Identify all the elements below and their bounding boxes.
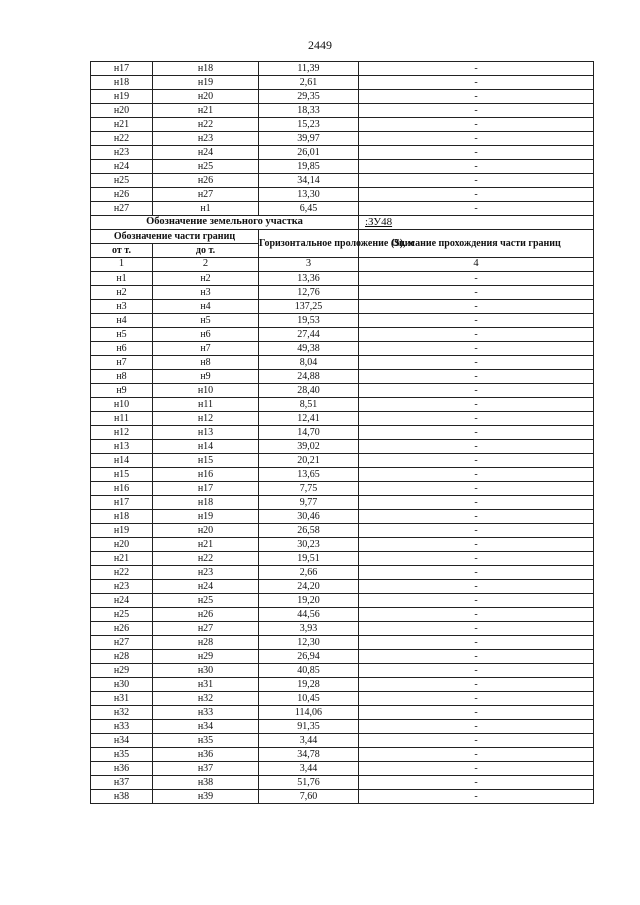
description: - <box>359 342 594 356</box>
horizontal-length: 24,88 <box>259 370 359 384</box>
description: - <box>359 538 594 552</box>
description: - <box>359 328 594 342</box>
from-point: н11 <box>91 412 153 426</box>
to-point: н23 <box>153 566 259 580</box>
from-point: н16 <box>91 482 153 496</box>
from-point: н36 <box>91 762 153 776</box>
to-point: н8 <box>153 356 259 370</box>
from-point-header: от т. <box>91 244 153 258</box>
from-point: н37 <box>91 776 153 790</box>
from-point: н38 <box>91 790 153 804</box>
from-point: н8 <box>91 370 153 384</box>
from-point: н25 <box>91 608 153 622</box>
table-row <box>91 454 594 468</box>
table-row <box>91 566 594 580</box>
table-row <box>91 650 594 664</box>
to-point: н19 <box>153 510 259 524</box>
to-point: н22 <box>153 552 259 566</box>
table-row <box>91 426 594 440</box>
to-point: н7 <box>153 342 259 356</box>
description: - <box>359 776 594 790</box>
table-row <box>91 720 594 734</box>
parcel-rows <box>91 272 594 804</box>
horizontal-length: 20,21 <box>259 454 359 468</box>
horizontal-length: 15,23 <box>259 118 359 132</box>
parcel-code: :ЗУ48 <box>359 216 594 230</box>
to-point: н28 <box>153 636 259 650</box>
to-point: н20 <box>153 524 259 538</box>
from-point: н5 <box>91 328 153 342</box>
description: - <box>359 202 594 216</box>
to-point: н19 <box>153 76 259 90</box>
table-row <box>91 538 594 552</box>
from-point: н2 <box>91 286 153 300</box>
horizontal-length: 19,53 <box>259 314 359 328</box>
description: - <box>359 622 594 636</box>
horizontal-length: 26,94 <box>259 650 359 664</box>
horizontal-length: 34,78 <box>259 748 359 762</box>
horizontal-length: 2,61 <box>259 76 359 90</box>
horizontal-length: 44,56 <box>259 608 359 622</box>
horizontal-length: 114,06 <box>259 706 359 720</box>
to-point: н25 <box>153 594 259 608</box>
to-point: н33 <box>153 706 259 720</box>
column-number: 1 <box>91 258 153 272</box>
description: - <box>359 608 594 622</box>
to-point: н12 <box>153 412 259 426</box>
table-row <box>91 132 594 146</box>
column-number: 2 <box>153 258 259 272</box>
description: - <box>359 118 594 132</box>
to-point: н10 <box>153 384 259 398</box>
from-point: н29 <box>91 664 153 678</box>
from-point: н19 <box>91 90 153 104</box>
column-numbers-row <box>91 258 594 272</box>
to-point: н14 <box>153 440 259 454</box>
horizontal-length: 34,14 <box>259 174 359 188</box>
to-point: н25 <box>153 160 259 174</box>
from-point: н19 <box>91 524 153 538</box>
horizontal-length: 7,60 <box>259 790 359 804</box>
from-point: н12 <box>91 426 153 440</box>
description: - <box>359 692 594 706</box>
to-point: н24 <box>153 580 259 594</box>
description: - <box>359 384 594 398</box>
horizontal-length: 3,44 <box>259 734 359 748</box>
from-point: н9 <box>91 384 153 398</box>
horizontal-length: 39,02 <box>259 440 359 454</box>
to-point: н27 <box>153 622 259 636</box>
table-row <box>91 664 594 678</box>
description: - <box>359 734 594 748</box>
description: - <box>359 412 594 426</box>
horizontal-length: 19,28 <box>259 678 359 692</box>
horizontal-length: 3,44 <box>259 762 359 776</box>
from-point: н23 <box>91 146 153 160</box>
from-point: н26 <box>91 188 153 202</box>
table-row <box>91 356 594 370</box>
table-row <box>91 678 594 692</box>
description: - <box>359 104 594 118</box>
table-row <box>91 580 594 594</box>
table-row <box>91 188 594 202</box>
to-point: н29 <box>153 650 259 664</box>
table-row <box>91 706 594 720</box>
table-row <box>91 748 594 762</box>
from-point: н22 <box>91 132 153 146</box>
from-point: н17 <box>91 496 153 510</box>
horizontal-length: 13,36 <box>259 272 359 286</box>
to-point: н24 <box>153 146 259 160</box>
table-row <box>91 328 594 342</box>
table-row <box>91 398 594 412</box>
description: - <box>359 748 594 762</box>
table-row <box>91 692 594 706</box>
description: - <box>359 454 594 468</box>
description: - <box>359 174 594 188</box>
table-row <box>91 314 594 328</box>
from-point: н7 <box>91 356 153 370</box>
to-point: н26 <box>153 174 259 188</box>
from-point: н4 <box>91 314 153 328</box>
description: - <box>359 370 594 384</box>
to-point: н22 <box>153 118 259 132</box>
description: - <box>359 272 594 286</box>
description: - <box>359 188 594 202</box>
to-point: н38 <box>153 776 259 790</box>
horizontal-length: 26,58 <box>259 524 359 538</box>
table-row <box>91 174 594 188</box>
horizontal-length: 30,46 <box>259 510 359 524</box>
horizontal-length: 12,41 <box>259 412 359 426</box>
to-point: н26 <box>153 608 259 622</box>
horizontal-length: 3,93 <box>259 622 359 636</box>
to-point: н18 <box>153 496 259 510</box>
table-row <box>91 76 594 90</box>
from-point: н20 <box>91 104 153 118</box>
description: - <box>359 524 594 538</box>
part-designation-header: Обозначение части границ <box>91 230 259 244</box>
table-row <box>91 412 594 426</box>
horizontal-length: 40,85 <box>259 664 359 678</box>
horizontal-length: 8,04 <box>259 356 359 370</box>
description: - <box>359 356 594 370</box>
table-row <box>91 104 594 118</box>
column-number: 4 <box>359 258 594 272</box>
horizontal-length: 19,85 <box>259 160 359 174</box>
description: - <box>359 678 594 692</box>
description: - <box>359 636 594 650</box>
horizontal-length: 8,51 <box>259 398 359 412</box>
description: - <box>359 762 594 776</box>
from-point: н27 <box>91 636 153 650</box>
from-point: н17 <box>91 62 153 76</box>
horizontal-length: 51,76 <box>259 776 359 790</box>
from-point: н13 <box>91 440 153 454</box>
table-row <box>91 552 594 566</box>
to-point: н37 <box>153 762 259 776</box>
to-point: н9 <box>153 370 259 384</box>
table-row <box>91 468 594 482</box>
to-point: н16 <box>153 468 259 482</box>
from-point: н20 <box>91 538 153 552</box>
description: - <box>359 146 594 160</box>
to-point: н2 <box>153 272 259 286</box>
description: - <box>359 286 594 300</box>
horizontal-length: 19,51 <box>259 552 359 566</box>
to-point: н11 <box>153 398 259 412</box>
section-label: Обозначение земельного участка <box>91 216 359 230</box>
table-row <box>91 90 594 104</box>
description: - <box>359 650 594 664</box>
from-point: н21 <box>91 118 153 132</box>
from-point: н33 <box>91 720 153 734</box>
horizontal-length: 26,01 <box>259 146 359 160</box>
table-row <box>91 160 594 174</box>
horizontal-length: 2,66 <box>259 566 359 580</box>
to-point: н15 <box>153 454 259 468</box>
horizontal-length: 12,30 <box>259 636 359 650</box>
table-row <box>91 370 594 384</box>
to-point: н13 <box>153 426 259 440</box>
to-point: н39 <box>153 790 259 804</box>
from-point: н3 <box>91 300 153 314</box>
description: - <box>359 720 594 734</box>
from-point: н30 <box>91 678 153 692</box>
to-point-header: до т. <box>153 244 259 258</box>
to-point: н36 <box>153 748 259 762</box>
to-point: н18 <box>153 62 259 76</box>
horizontal-length: 12,76 <box>259 286 359 300</box>
boundary-table <box>90 61 594 804</box>
table-row <box>91 300 594 314</box>
table-row <box>91 762 594 776</box>
horizontal-length: 24,20 <box>259 580 359 594</box>
description: - <box>359 790 594 804</box>
description: - <box>359 706 594 720</box>
from-point: н23 <box>91 580 153 594</box>
table-row <box>91 496 594 510</box>
description: - <box>359 426 594 440</box>
from-point: н32 <box>91 706 153 720</box>
from-point: н35 <box>91 748 153 762</box>
table-row <box>91 118 594 132</box>
column-number: 3 <box>259 258 359 272</box>
horizontal-length: 27,44 <box>259 328 359 342</box>
description: - <box>359 552 594 566</box>
table-row <box>91 272 594 286</box>
header-row <box>91 230 594 244</box>
horizontal-length: 13,65 <box>259 468 359 482</box>
horizontal-length: 39,97 <box>259 132 359 146</box>
from-point: н27 <box>91 202 153 216</box>
table-row <box>91 734 594 748</box>
horizontal-length: 11,39 <box>259 62 359 76</box>
table-row <box>91 524 594 538</box>
to-point: н35 <box>153 734 259 748</box>
horizontal-length: 7,75 <box>259 482 359 496</box>
horizontal-length: 6,45 <box>259 202 359 216</box>
description: - <box>359 300 594 314</box>
length-header: Горизонтальное проложение (S), м <box>259 230 359 258</box>
from-point: н1 <box>91 272 153 286</box>
to-point: н1 <box>153 202 259 216</box>
table-row <box>91 510 594 524</box>
table-row <box>91 636 594 650</box>
from-point: н15 <box>91 468 153 482</box>
description: - <box>359 90 594 104</box>
description: - <box>359 398 594 412</box>
description: - <box>359 594 594 608</box>
table-row <box>91 776 594 790</box>
horizontal-length: 28,40 <box>259 384 359 398</box>
description: - <box>359 160 594 174</box>
table-row <box>91 608 594 622</box>
description: - <box>359 132 594 146</box>
from-point: н6 <box>91 342 153 356</box>
horizontal-length: 14,70 <box>259 426 359 440</box>
from-point: н26 <box>91 622 153 636</box>
parcel-header <box>91 216 594 272</box>
to-point: н5 <box>153 314 259 328</box>
from-point: н21 <box>91 552 153 566</box>
from-point: н18 <box>91 510 153 524</box>
to-point: н21 <box>153 538 259 552</box>
description: - <box>359 566 594 580</box>
from-point: н25 <box>91 174 153 188</box>
to-point: н6 <box>153 328 259 342</box>
from-point: н24 <box>91 594 153 608</box>
from-point: н34 <box>91 734 153 748</box>
to-point: н21 <box>153 104 259 118</box>
description: - <box>359 76 594 90</box>
description: - <box>359 664 594 678</box>
table-row <box>91 594 594 608</box>
from-point: н18 <box>91 76 153 90</box>
horizontal-length: 30,23 <box>259 538 359 552</box>
description: - <box>359 482 594 496</box>
from-point: н22 <box>91 566 153 580</box>
table-row <box>91 622 594 636</box>
from-point: н24 <box>91 160 153 174</box>
table-row <box>91 342 594 356</box>
table-row <box>91 482 594 496</box>
to-point: н31 <box>153 678 259 692</box>
horizontal-length: 9,77 <box>259 496 359 510</box>
to-point: н34 <box>153 720 259 734</box>
section-title-row <box>91 216 594 230</box>
from-point: н31 <box>91 692 153 706</box>
description: - <box>359 468 594 482</box>
description-header: Описание прохождения части границ <box>359 230 594 258</box>
horizontal-length: 18,33 <box>259 104 359 118</box>
table-row <box>91 440 594 454</box>
description: - <box>359 580 594 594</box>
horizontal-length: 91,35 <box>259 720 359 734</box>
description: - <box>359 440 594 454</box>
table-row <box>91 146 594 160</box>
horizontal-length: 29,35 <box>259 90 359 104</box>
to-point: н23 <box>153 132 259 146</box>
horizontal-length: 19,20 <box>259 594 359 608</box>
table-row <box>91 62 594 76</box>
description: - <box>359 62 594 76</box>
description: - <box>359 314 594 328</box>
horizontal-length: 137,25 <box>259 300 359 314</box>
to-point: н3 <box>153 286 259 300</box>
description: - <box>359 496 594 510</box>
horizontal-length: 49,38 <box>259 342 359 356</box>
to-point: н27 <box>153 188 259 202</box>
table-row <box>91 384 594 398</box>
to-point: н30 <box>153 664 259 678</box>
to-point: н20 <box>153 90 259 104</box>
table-row <box>91 202 594 216</box>
from-point: н14 <box>91 454 153 468</box>
description: - <box>359 510 594 524</box>
table-row <box>91 286 594 300</box>
to-point: н17 <box>153 482 259 496</box>
to-point: н32 <box>153 692 259 706</box>
page-number: 2449 <box>308 38 332 52</box>
table-row <box>91 790 594 804</box>
horizontal-length: 10,45 <box>259 692 359 706</box>
to-point: н4 <box>153 300 259 314</box>
from-point: н10 <box>91 398 153 412</box>
horizontal-length: 13,30 <box>259 188 359 202</box>
previous-parcel-rows <box>91 62 594 216</box>
from-point: н28 <box>91 650 153 664</box>
